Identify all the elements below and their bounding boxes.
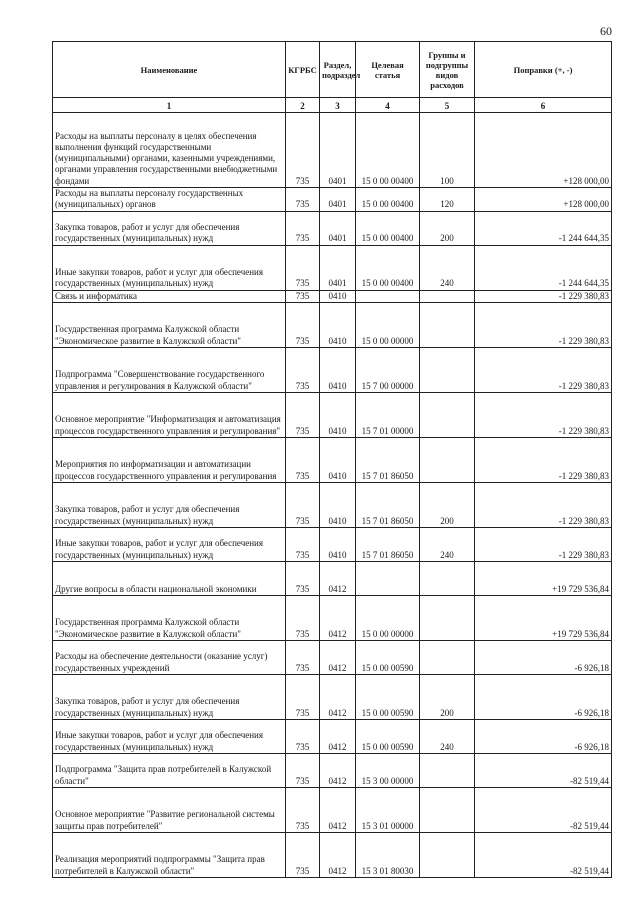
row-section: 0412 [320,719,356,753]
row-amount: +128 000,00 [475,188,612,212]
row-section: 0412 [320,753,356,787]
row-target-article [356,290,420,302]
row-expense-group: 200 [420,211,475,245]
table-row [53,188,612,212]
row-section: 0410 [320,437,356,482]
row-name: Иные закупки товаров, работ и услуг для обеспечения государственных (муниципальных) нужд [53,719,286,753]
row-expense-group: 240 [420,245,475,290]
row-name: Основное мероприятие "Информатизация и автоматизация процессов государственного управления и регулирования" [53,392,286,437]
row-kgrbs: 735 [286,595,320,640]
row-target-article: 15 0 00 00400 [356,245,420,290]
row-name: Государственная программа Калужской области "Экономическое развитие в Калужской области" [53,302,286,347]
row-name: Закупка товаров, работ и услуг для обеспечения государственных (муниципальных) нужд [53,674,286,719]
header-section: Раздел, подраздел [320,42,356,98]
table-row [53,832,612,877]
row-expense-group [420,561,475,595]
header-amendments: Поправки (+, -) [475,42,612,98]
row-amount: -1 244 644,35 [475,211,612,245]
row-target-article: 15 0 00 00590 [356,719,420,753]
table-row [53,482,612,527]
row-kgrbs: 735 [286,561,320,595]
row-amount: -1 229 380,83 [475,290,612,302]
column-number: 3 [320,98,356,113]
row-name: Мероприятия по информатизации и автоматизации процессов государственного управления и регулирования [53,437,286,482]
row-section: 0410 [320,347,356,392]
header-expense-group: Группы и подгруппы видов расходов [420,42,475,98]
row-expense-group: 240 [420,527,475,561]
row-kgrbs: 735 [286,787,320,832]
row-section: 0412 [320,561,356,595]
page-number: 60 [600,24,612,38]
row-section: 0410 [320,302,356,347]
row-target-article [356,561,420,595]
table-row [53,437,612,482]
column-number: 6 [475,98,612,113]
row-amount: +19 729 536,84 [475,595,612,640]
row-target-article: 15 0 00 00400 [356,188,420,212]
row-target-article: 15 0 00 00590 [356,640,420,674]
row-expense-group [420,640,475,674]
row-expense-group: 200 [420,674,475,719]
table-row [53,595,612,640]
row-target-article: 15 7 00 00000 [356,347,420,392]
row-name: Реализация мероприятий подпрограммы "Защита прав потребителей в Калужской области" [53,832,286,877]
row-name: Расходы на обеспечение деятельности (оказание услуг) государственных учреждений [53,640,286,674]
row-target-article: 15 7 01 86050 [356,437,420,482]
row-name: Подпрограмма "Защита прав потребителей в Калужской области" [53,753,286,787]
row-target-article: 15 0 00 00400 [356,211,420,245]
table-row [53,392,612,437]
row-name: Подпрограмма "Совершенствование государственного управления и регулирования в Калужской области" [53,347,286,392]
row-amount: -1 229 380,83 [475,302,612,347]
column-number: 4 [356,98,420,113]
table-row [53,561,612,595]
row-section: 0410 [320,290,356,302]
table-row [53,347,612,392]
row-section: 0412 [320,595,356,640]
row-name: Основное мероприятие "Развитие региональной системы защиты прав потребителей" [53,787,286,832]
row-expense-group [420,595,475,640]
row-kgrbs: 735 [286,392,320,437]
budget-amendments-table [52,41,612,878]
table-row [53,302,612,347]
row-expense-group [420,753,475,787]
column-number: 2 [286,98,320,113]
row-amount: +19 729 536,84 [475,561,612,595]
row-amount: -1 229 380,83 [475,437,612,482]
row-section: 0401 [320,211,356,245]
row-target-article: 15 0 00 00590 [356,674,420,719]
row-target-article: 15 0 00 00400 [356,113,420,188]
row-kgrbs: 735 [286,640,320,674]
row-amount: -1 229 380,83 [475,527,612,561]
row-target-article: 15 0 00 00000 [356,595,420,640]
row-amount: +128 000,00 [475,113,612,188]
table-row [53,719,612,753]
table-row [53,640,612,674]
row-name: Государственная программа Калужской области "Экономическое развитие в Калужской области" [53,595,286,640]
row-name: Закупка товаров, работ и услуг для обеспечения государственных (муниципальных) нужд [53,211,286,245]
row-kgrbs: 735 [286,113,320,188]
row-name: Связь и информатика [53,290,286,302]
table-row [53,674,612,719]
table-row [53,527,612,561]
row-expense-group: 120 [420,188,475,212]
row-kgrbs: 735 [286,290,320,302]
row-amount: -1 229 380,83 [475,482,612,527]
row-amount: -6 926,18 [475,719,612,753]
row-section: 0412 [320,832,356,877]
table-row [53,211,612,245]
row-kgrbs: 735 [286,302,320,347]
row-amount: -1 229 380,83 [475,392,612,437]
column-number: 1 [53,98,286,113]
column-number-row [53,98,612,113]
row-target-article: 15 3 01 80030 [356,832,420,877]
row-name: Иные закупки товаров, работ и услуг для обеспечения государственных (муниципальных) нужд [53,527,286,561]
row-amount: -82 519,44 [475,753,612,787]
row-amount: -6 926,18 [475,674,612,719]
row-expense-group: 100 [420,113,475,188]
row-expense-group: 200 [420,482,475,527]
row-section: 0401 [320,113,356,188]
row-kgrbs: 735 [286,245,320,290]
row-expense-group [420,290,475,302]
row-kgrbs: 735 [286,211,320,245]
row-expense-group [420,347,475,392]
row-name: Расходы на выплаты персоналу государственных (муниципальных) органов [53,188,286,212]
table-row [53,753,612,787]
header-name: Наименование [53,42,286,98]
row-target-article: 15 7 01 86050 [356,527,420,561]
row-section: 0412 [320,787,356,832]
row-kgrbs: 735 [286,437,320,482]
row-amount: -82 519,44 [475,787,612,832]
row-target-article: 15 3 00 00000 [356,753,420,787]
row-amount: -82 519,44 [475,832,612,877]
row-section: 0401 [320,245,356,290]
row-kgrbs: 735 [286,753,320,787]
header-kgrbs: КГРБС [286,42,320,98]
row-target-article: 15 3 01 00000 [356,787,420,832]
row-target-article: 15 0 00 00000 [356,302,420,347]
row-expense-group: 240 [420,719,475,753]
table-row [53,245,612,290]
table-row [53,290,612,302]
row-expense-group [420,787,475,832]
row-kgrbs: 735 [286,347,320,392]
row-amount: -1 229 380,83 [475,347,612,392]
table-row [53,787,612,832]
row-expense-group [420,437,475,482]
table-row [53,113,612,188]
row-kgrbs: 735 [286,832,320,877]
row-kgrbs: 735 [286,482,320,527]
header-target-article: Целевая статья [356,42,420,98]
row-kgrbs: 735 [286,719,320,753]
row-name: Другие вопросы в области национальной экономики [53,561,286,595]
row-name: Расходы на выплаты персоналу в целях обеспечения выполнения функций государственными (муниципальными) органами, казенными учреждениями, органами управления государственными внебюджетными фондами [53,113,286,188]
column-number: 5 [420,98,475,113]
row-amount: -6 926,18 [475,640,612,674]
row-target-article: 15 7 01 86050 [356,482,420,527]
row-amount: -1 244 644,35 [475,245,612,290]
row-name: Иные закупки товаров, работ и услуг для обеспечения государственных (муниципальных) нужд [53,245,286,290]
row-section: 0410 [320,527,356,561]
row-kgrbs: 735 [286,527,320,561]
row-expense-group [420,302,475,347]
row-target-article: 15 7 01 00000 [356,392,420,437]
row-kgrbs: 735 [286,674,320,719]
row-section: 0412 [320,640,356,674]
row-section: 0410 [320,392,356,437]
header-row [53,42,612,98]
row-section: 0410 [320,482,356,527]
table-body [53,113,612,878]
row-section: 0412 [320,674,356,719]
row-expense-group [420,832,475,877]
row-kgrbs: 735 [286,188,320,212]
row-name: Закупка товаров, работ и услуг для обеспечения государственных (муниципальных) нужд [53,482,286,527]
row-section: 0401 [320,188,356,212]
row-expense-group [420,392,475,437]
